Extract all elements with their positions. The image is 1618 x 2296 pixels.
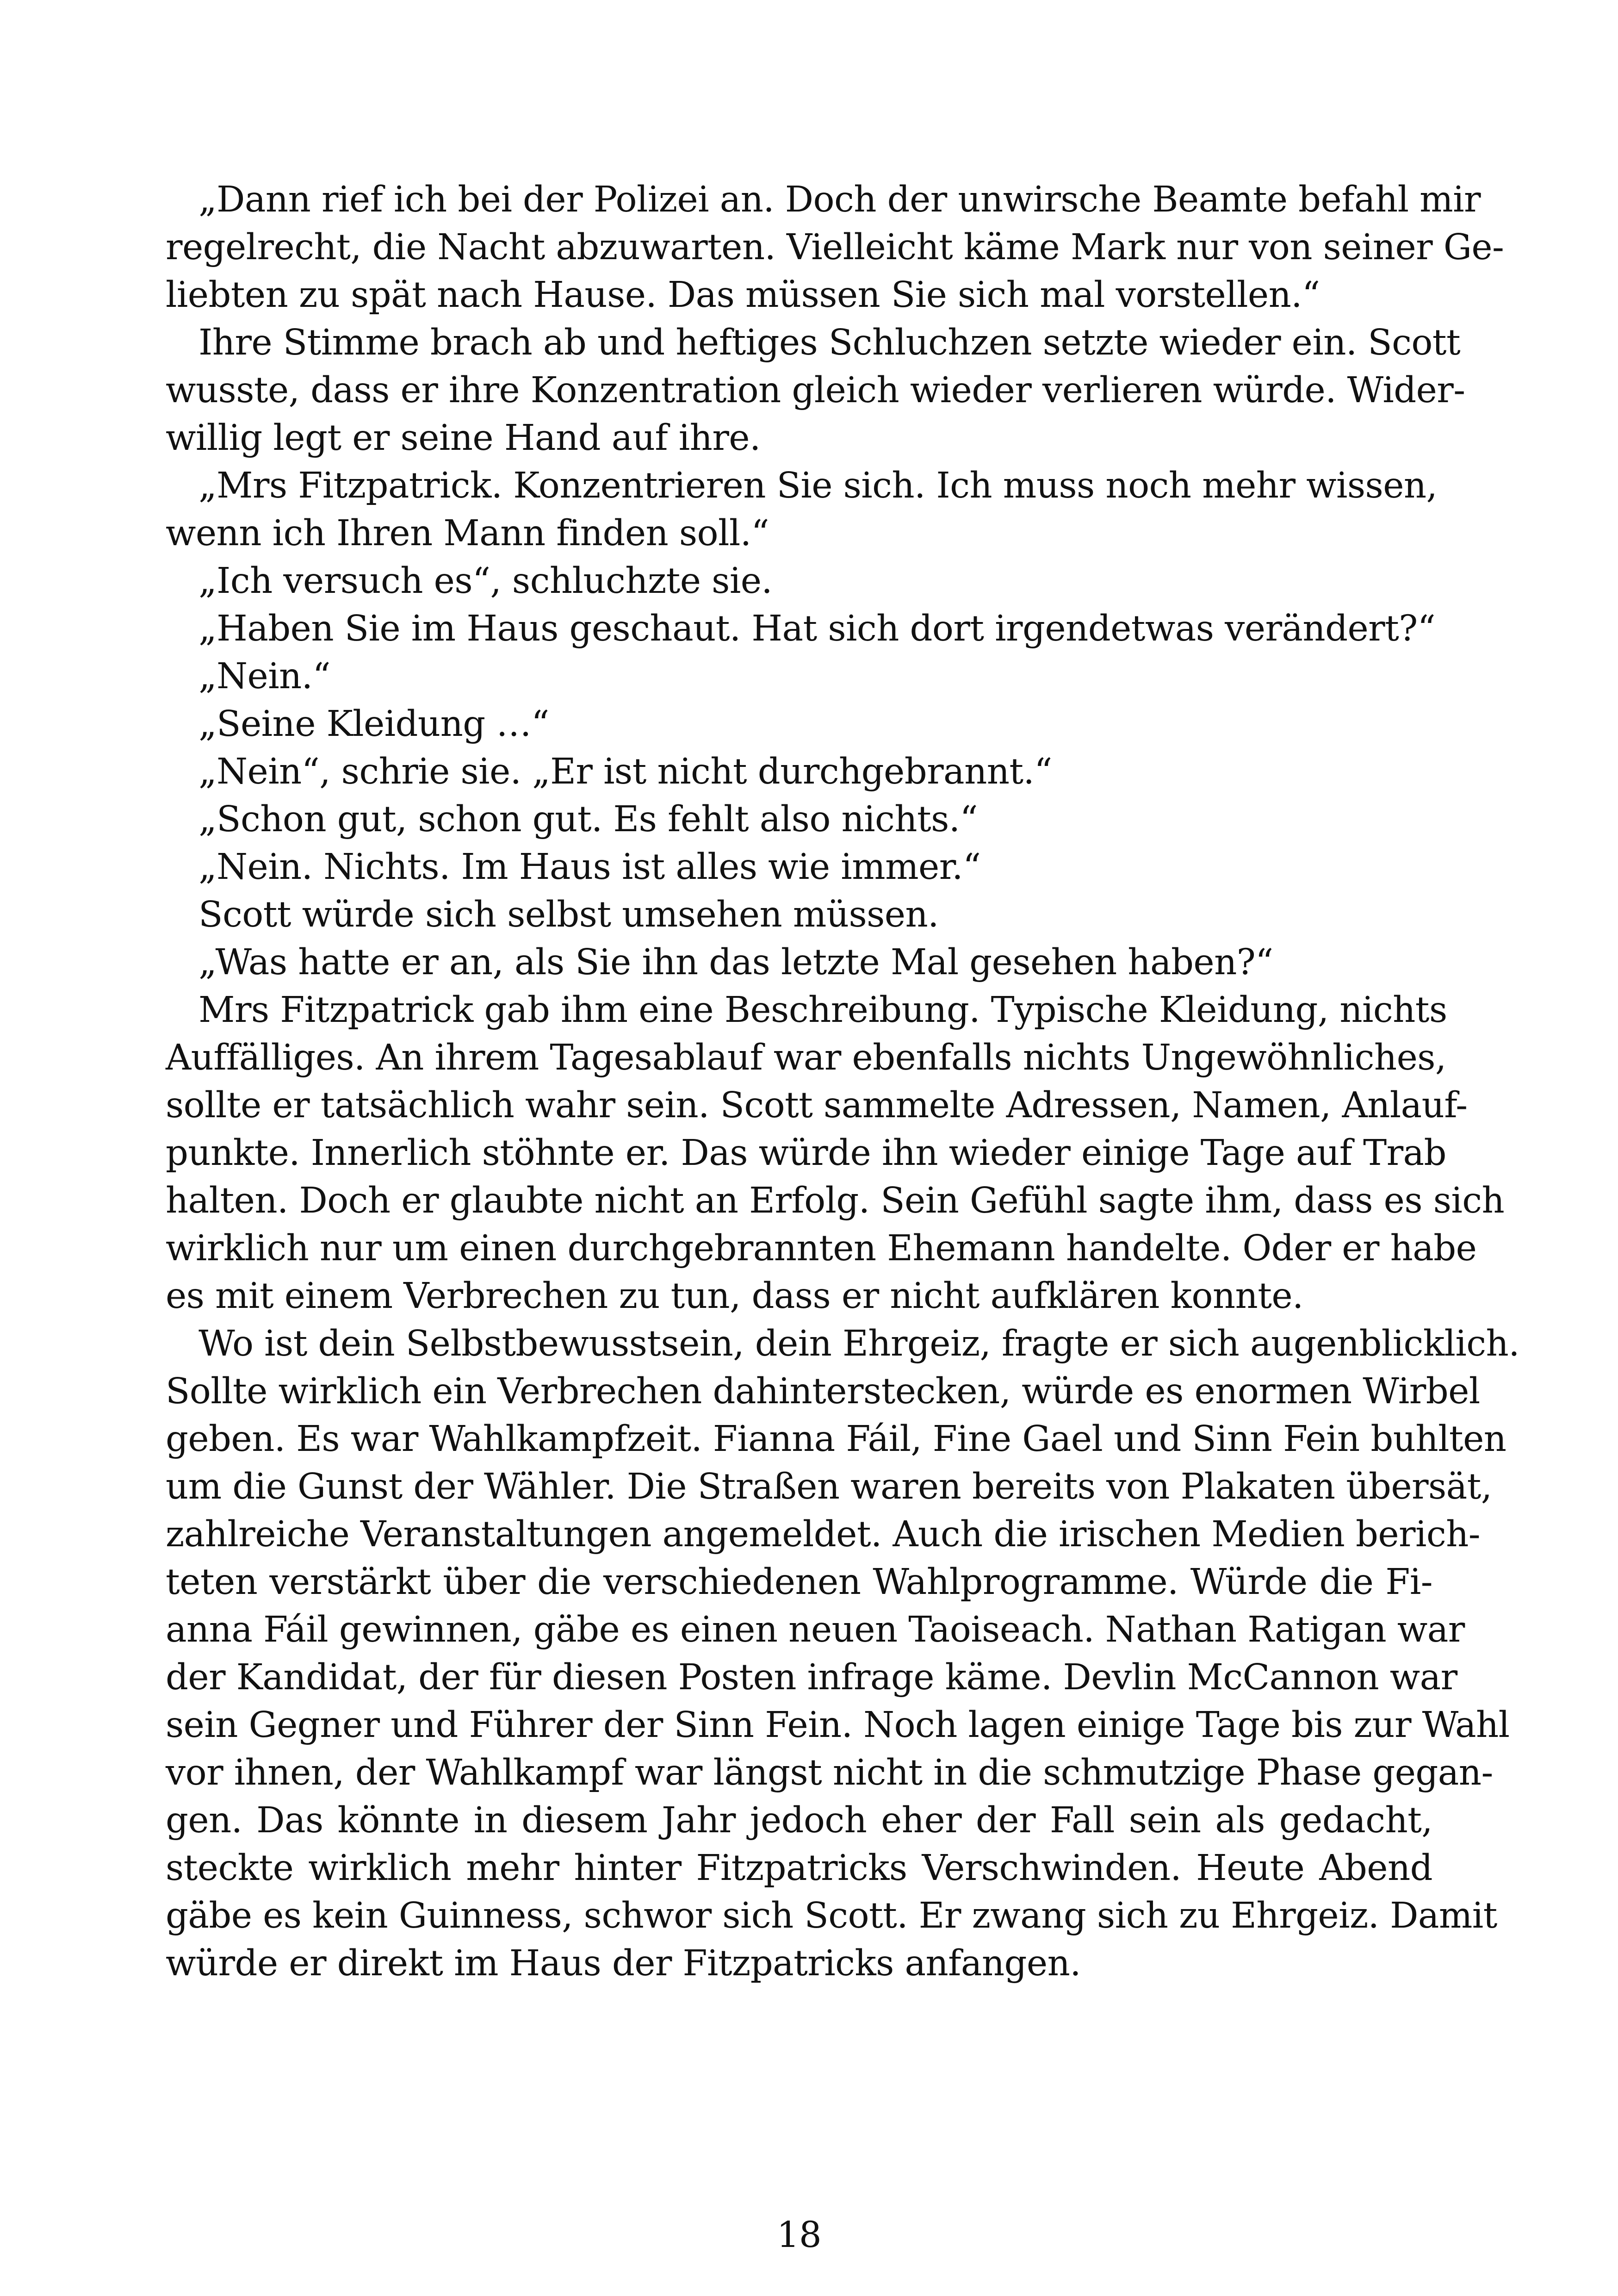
text-line: „Seine Kleidung …“ (166, 703, 549, 745)
text-line: steckte wirklich mehr hinter Fitzpatricks Verschwinden. Heute Abend (166, 1848, 1432, 1889)
text-line: teten verstärkt über die verschiedenen Wahlprogramme. Würde die Fi- (166, 1562, 1432, 1603)
body-text (166, 176, 1519, 1987)
text-line: um die Gunst der Wähler. Die Straßen waren bereits von Plakaten übersät, (166, 1466, 1492, 1507)
text-line: geben. Es war Wahlkampfzeit. Fianna Fáil, Fine Gael und Sinn Fein buhlten (166, 1419, 1506, 1460)
text-line: Wo ist dein Selbstbewusstsein, dein Ehrgeiz, fragte er sich augenblicklich. (166, 1323, 1519, 1364)
text-line: vor ihnen, der Wahlkampf war längst nicht in die schmutzige Phase gegan- (166, 1752, 1493, 1793)
text-line: „Haben Sie im Haus geschaut. Hat sich dort irgendetwas verändert?“ (166, 608, 1436, 649)
text-line: wenn ich Ihren Mann finden soll.“ (166, 513, 769, 554)
text-line: gäbe es kein Guinness, schwor sich Scott. Er zwang sich zu Ehrgeiz. Damit (166, 1895, 1497, 1936)
text-line: punkte. Innerlich stöhnte er. Das würde ihn wieder einige Tage auf Trab (166, 1132, 1446, 1174)
text-line: Mrs Fitzpatrick gab ihm eine Beschreibung. Typische Kleidung, nichts (166, 989, 1447, 1031)
text-line: Scott würde sich selbst umsehen müssen. (166, 894, 939, 935)
text-line: „Ich versuch es“, schluchzte sie. (166, 560, 773, 602)
text-line: gen. Das könnte in diesem Jahr jedoch eher der Fall sein als gedacht, (166, 1800, 1432, 1841)
text-line: würde er direkt im Haus der Fitzpatricks anfangen. (166, 1943, 1081, 1984)
text-line: liebten zu spät nach Hause. Das müssen Sie sich mal vorstellen.“ (166, 274, 1320, 316)
text-line: „Dann rief ich bei der Polizei an. Doch der unwirsche Beamte befahl mir (166, 179, 1481, 220)
text-line: willig legt er seine Hand auf ihre. (166, 417, 761, 459)
book-page (166, 176, 1519, 2268)
text-line: „Schon gut, schon gut. Es fehlt also nichts.“ (166, 799, 978, 840)
text-line: Sollte wirklich ein Verbrechen dahinterstecken, würde es enormen Wirbel (166, 1371, 1480, 1412)
text-line: der Kandidat, der für diesen Posten infrage käme. Devlin McCannon war (166, 1657, 1457, 1698)
text-line: „Was hatte er an, als Sie ihn das letzte Mal gesehen haben?“ (166, 942, 1273, 983)
text-line: wusste, dass er ihre Konzentration gleich wieder verlieren würde. Wider- (166, 370, 1465, 411)
text-line: regelrecht, die Nacht abzuwarten. Vielleicht käme Mark nur von seiner Ge- (166, 227, 1504, 268)
text-line: sein Gegner und Führer der Sinn Fein. Noch lagen einige Tage bis zur Wahl (166, 1705, 1510, 1746)
text-line: Ihre Stimme brach ab und heftiges Schluchzen setzte wieder ein. Scott (166, 322, 1461, 363)
text-line: „Mrs Fitzpatrick. Konzentrieren Sie sich. Ich muss noch mehr wissen, (166, 465, 1438, 506)
text-line: es mit einem Verbrechen zu tun, dass er nicht aufklären konnte. (166, 1276, 1303, 1317)
text-line: „Nein.“ (166, 656, 330, 697)
text-line: sollte er tatsächlich wahr sein. Scott sammelte Adressen, Namen, Anlauf- (166, 1085, 1468, 1126)
text-line: wirklich nur um einen durchgebrannten Ehemann handelte. Oder er habe (166, 1228, 1477, 1269)
text-line: anna Fáil gewinnen, gäbe es einen neuen Taoiseach. Nathan Ratigan war (166, 1609, 1465, 1650)
page-number: 18 (776, 2215, 822, 2256)
text-line: halten. Doch er glaubte nicht an Erfolg. Sein Gefühl sagte ihm, dass es sich (166, 1180, 1505, 1221)
text-line: „Nein“, schrie sie. „Er ist nicht durchgebrannt.“ (166, 751, 1052, 792)
text-line: zahlreiche Veranstaltungen angemeldet. Auch die irischen Medien berich- (166, 1514, 1481, 1555)
text-line: Auffälliges. An ihrem Tagesablauf war ebenfalls nichts Ungewöhnliches, (166, 1037, 1446, 1078)
text-line: „Nein. Nichts. Im Haus ist alles wie immer.“ (166, 846, 981, 888)
